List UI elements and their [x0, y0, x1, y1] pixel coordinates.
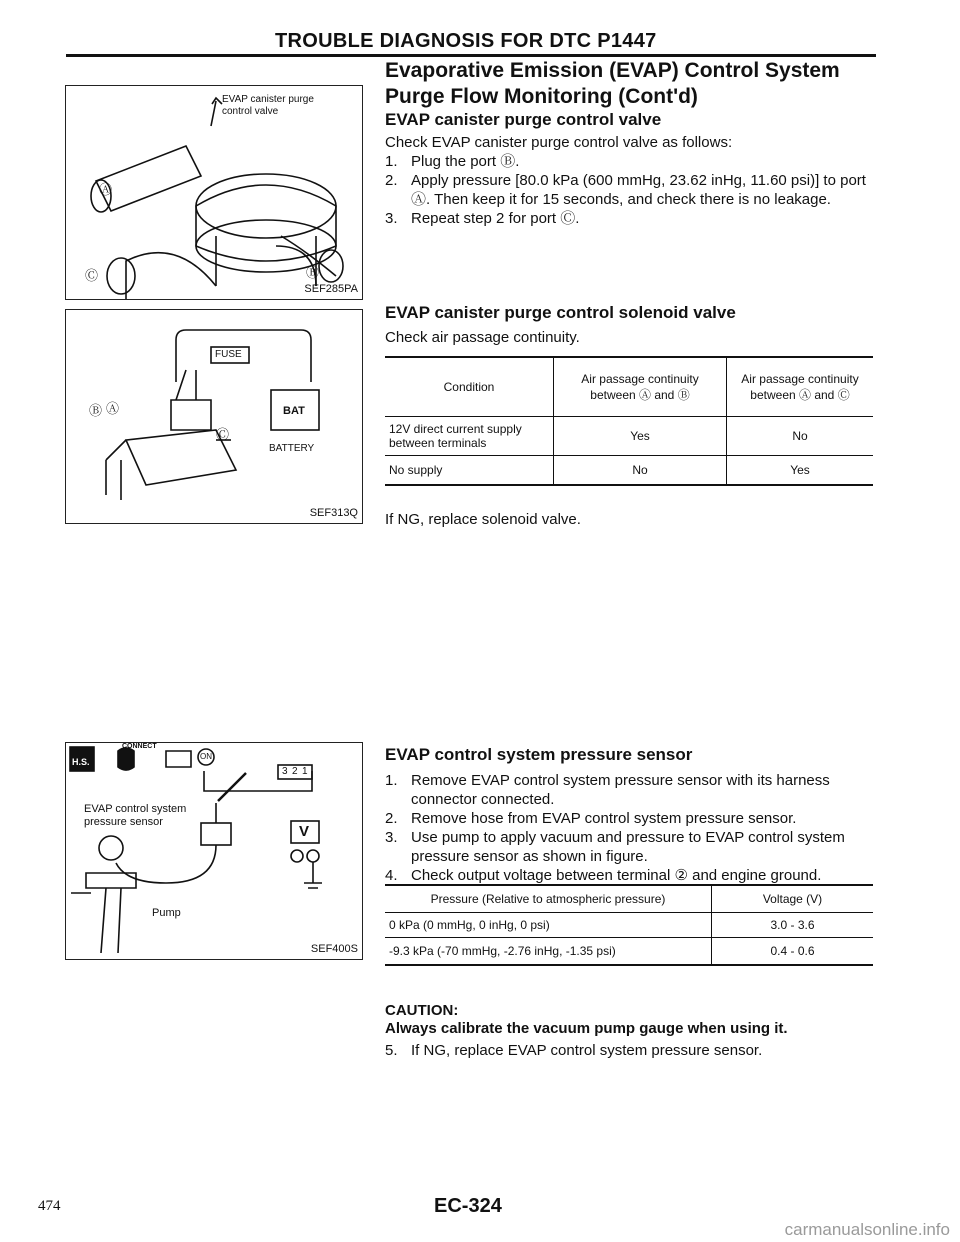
- purge-valve-intro: Check EVAP canister purge control valve as follows:: [385, 134, 733, 151]
- header-rule: [66, 54, 876, 57]
- page-number: 474: [38, 1198, 61, 1214]
- solenoid-note: If NG, replace solenoid valve.: [385, 511, 581, 528]
- solenoid-row2-condition: No supply: [389, 463, 443, 477]
- fig3-connect-label: CONNECT: [122, 743, 157, 750]
- purge-valve-title: EVAP canister purge control valve: [385, 110, 662, 129]
- sensor-step-3: 3. Use pump to apply vacuum and pressure to EVAP control system pressure sensor as shown in figure.: [385, 829, 845, 865]
- sensor-row1-voltage: 3.0 - 3.6: [712, 913, 874, 938]
- purge-step-1: 1. Plug the port Ⓑ.: [385, 153, 520, 170]
- fig1-port-b: Ⓑ: [306, 265, 320, 280]
- sensor-row1-pressure: 0 kPa (0 mmHg, 0 inHg, 0 psi): [389, 918, 550, 932]
- caution-text: Always calibrate the vacuum pump gauge when using it.: [385, 1020, 788, 1037]
- sensor-final-step: [385, 1041, 878, 1060]
- fig3-terminal-2: 2: [292, 766, 298, 777]
- solenoid-intro: Check air passage continuity.: [385, 329, 580, 346]
- watermark-site: carmanualsonline.info: [784, 1220, 950, 1239]
- purge-step-3: 3. Repeat step 2 for port Ⓒ.: [385, 210, 580, 227]
- fig3-terminal-3: 3: [282, 766, 288, 777]
- sensor-step-2: 2. Remove hose from EVAP control system pressure sensor.: [385, 810, 797, 827]
- sensor-step-4: 4. Check output voltage between terminal ② and engine ground.: [385, 867, 822, 884]
- figure-pressure-sensor-test: [65, 742, 363, 960]
- solenoid-row1-condition: 12V direct current supply between terminals: [389, 422, 522, 450]
- sensor-step-1: 1. Remove EVAP control system pressure sensor with its harness connector connected.: [385, 772, 830, 808]
- fig3-on-label: ON: [200, 752, 212, 761]
- sensor-step-5: 5. If NG, replace EVAP control system pressure sensor.: [385, 1042, 763, 1059]
- solenoid-table: [385, 356, 873, 486]
- page-header-title: TROUBLE DIAGNOSIS FOR DTC P1447: [275, 30, 657, 52]
- solenoid-th-ab: Air passage continuity between Ⓐ and Ⓑ: [554, 357, 727, 417]
- fig2-code: SEF313Q: [309, 507, 358, 519]
- fig3-voltmeter-label: V: [299, 823, 310, 840]
- solenoid-row1-ab: Yes: [554, 417, 727, 456]
- caution-heading: CAUTION:: [385, 1002, 459, 1019]
- fig2-port-c: Ⓒ: [216, 427, 230, 442]
- fig3-code: SEF400S: [310, 943, 358, 955]
- fig2-port-a: Ⓐ: [106, 401, 120, 416]
- purge-step-2: 2. Apply pressure [80.0 kPa (600 mmHg, 23.62 inHg, 11.60 psi)] to port Ⓐ. Then keep it for 15 seconds, and check there is no leakage.: [385, 172, 866, 208]
- fig3-terminal-1: 1: [302, 766, 308, 777]
- page-code: EC-324: [434, 1195, 502, 1217]
- figure-purge-valve: [65, 85, 363, 300]
- fig1-code: SEF285PA: [304, 283, 358, 295]
- sensor-table: [385, 884, 873, 966]
- solenoid-th-ac: Air passage continuity between Ⓐ and Ⓒ: [727, 357, 874, 417]
- fig2-port-b: Ⓑ: [89, 403, 103, 418]
- sensor-row2-voltage: 0.4 - 0.6: [712, 938, 874, 966]
- solenoid-row2-ac: Yes: [727, 456, 874, 486]
- fig1-port-a: Ⓐ: [99, 182, 113, 197]
- section-title: Evaporative Emission (EVAP) Control System Purge Flow Monitoring (Cont'd): [385, 59, 840, 108]
- purge-valve-steps: [385, 152, 878, 228]
- sensor-title: EVAP control system pressure sensor: [385, 745, 693, 764]
- fig3-sensor-label: EVAP control system pressure sensor: [84, 803, 187, 828]
- sensor-steps: [385, 771, 878, 885]
- fig1-port-c: Ⓒ: [85, 268, 99, 283]
- fig2-battery-label: BATTERY: [269, 443, 315, 454]
- solenoid-row1-ac: No: [727, 417, 874, 456]
- fig2-fuse-label: FUSE: [215, 349, 242, 360]
- solenoid-title: EVAP canister purge control solenoid valve: [385, 303, 736, 322]
- fig2-bat-label: BAT: [283, 405, 305, 417]
- solenoid-th-condition: Condition: [443, 380, 495, 394]
- sensor-th-voltage: Voltage (V): [712, 885, 874, 913]
- fig3-hs-label: H.S.: [72, 757, 90, 767]
- pressure-sensor-illustration: [66, 743, 362, 959]
- sensor-row2-pressure: -9.3 kPa (-70 mmHg, -2.76 inHg, -1.35 psi): [389, 944, 616, 958]
- fig3-pump-label: Pump: [152, 907, 181, 919]
- sensor-th-pressure: Pressure (Relative to atmospheric pressure): [430, 892, 666, 906]
- figure-solenoid-test: [65, 309, 363, 524]
- solenoid-row2-ab: No: [554, 456, 727, 486]
- fig1-valve-label: EVAP canister purge control valve: [222, 94, 314, 117]
